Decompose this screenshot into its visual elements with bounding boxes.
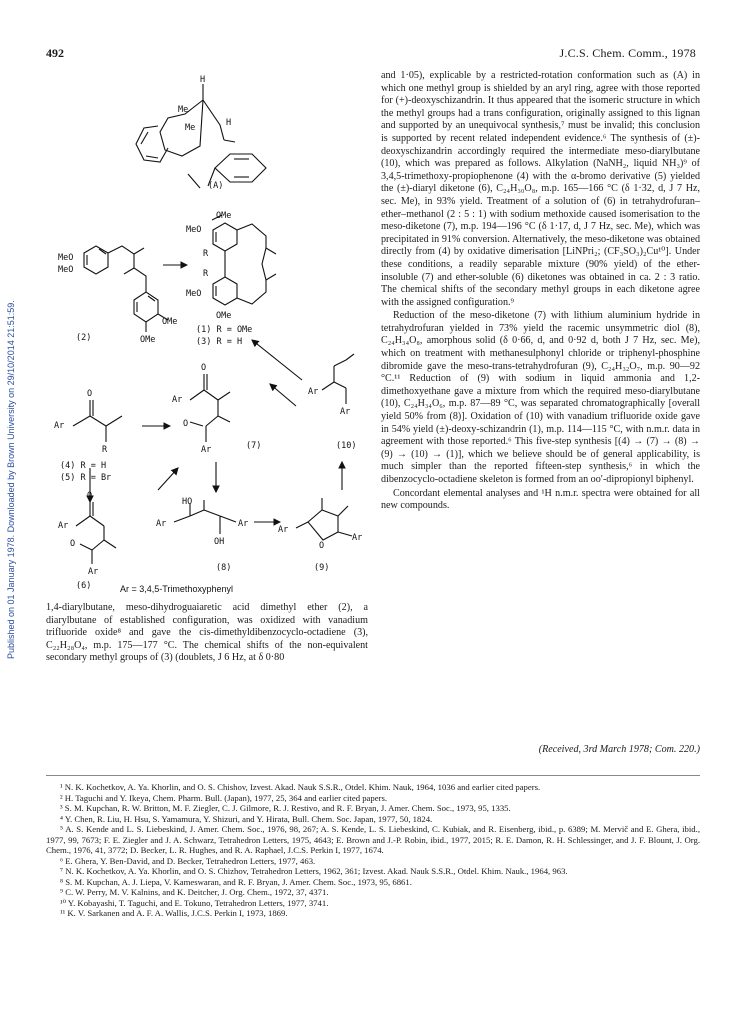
- footnote-4: ⁴ Y. Chen, R. Liu, H. Hsu, S. Yamamura, Y. Shizuri, and Y. Hirata, Bull. Chem. Soc. Japan, 1977, 50, 1824.: [60, 813, 433, 824]
- footnote-7: ⁷ N. K. Kochetkov, A. Ya. Khorlin, and O. S. Chizhov, Tetrahedron Letters, 1962, 361; Izvest. Akad. Nauk S.S.R., Otdel. Khim. Nauk., 1964, 963.: [60, 866, 568, 876]
- footnote-8: ⁸ S. M. Kupchan, A. J. Liepa, V. Kameswaran, and R. F. Bryan, J. Amer. Chem. Soc., 1973, 95, 6861.: [60, 876, 412, 887]
- label-A: (A): [208, 181, 224, 191]
- footnotes: [46, 782, 700, 919]
- label-R-2: R: [203, 269, 209, 279]
- structure-4-5: [73, 400, 122, 442]
- reaction-scheme: [40, 70, 370, 600]
- label-OMe-2: OMe: [140, 335, 156, 345]
- label-Ar-10a: Ar: [308, 387, 319, 397]
- label-HO-8: HO: [182, 497, 193, 507]
- label-8: (8): [216, 563, 232, 573]
- structure-6: [76, 502, 116, 564]
- structure-A: [136, 84, 266, 188]
- reaction-scheme-figure: [40, 70, 370, 600]
- label-O-6a: O: [87, 491, 93, 501]
- label-OMe-1: OMe: [162, 317, 178, 327]
- label-R-4: R: [102, 445, 108, 455]
- label-1: (1) R = OMe: [196, 325, 253, 335]
- footnote-6: ⁶ E. Ghera, Y. Ben-David, and D. Becker, Tetrahedron Letters, 1977, 463.: [60, 855, 316, 866]
- label-Ar-7a: Ar: [172, 395, 183, 405]
- right-paragraph-3: Concordant elemental analyses and ¹H n.m.r. spectra were obtained for all new compounds.: [381, 487, 700, 512]
- footnote-11: ¹¹ K. V. Sarkanen and A. F. A. Wallis, J.C.S. Perkin I, 1973, 1869.: [60, 908, 288, 918]
- label-R-1: R: [203, 249, 209, 259]
- label-H-top: H: [200, 75, 206, 85]
- label-2: (2): [76, 333, 92, 343]
- label-O-7b: O: [183, 419, 189, 429]
- left-paragraph-1: 1,4-diarylbutane, meso-dihydroguaiaretic acid dimethyl ether (2), a diarylbutane of established configuration, was oxidized with vanadium trifluoride oxide⁸ and gave the cis-dimethyldibenzocyclo-octadiene (3), C₂₂H₂₈O₄, m.p. 175—177 °C. The chemical shifts of the non-equivalent secondary methyl groups of (3) (doublets, J 6 Hz, at δ 0·80: [46, 602, 368, 664]
- footnote-3: ³ S. M. Kupchan, R. W. Britton, M. F. Ziegler, C. J. Gilmore, R. J. Restivo, and R. F. Bryan, J. Amer. Chem. Soc., 1973, 95, 1335.: [60, 803, 511, 813]
- label-H-2: H: [226, 118, 232, 128]
- label-Ar-4: Ar: [54, 421, 65, 431]
- footnote-1: ¹ N. K. Kochetkov, A. Ya. Khorlin, and O. S. Chishov, Izvest. Akad. Nauk S.S.R., Otdel. Khim. Nauk, 1964, 1036 and earlier cited papers.: [60, 782, 541, 792]
- label-O-4: O: [87, 389, 93, 399]
- label-Me-2: Me: [185, 123, 196, 133]
- label-7: (7): [246, 441, 262, 451]
- label-Ar-9a: Ar: [278, 525, 289, 535]
- label-MeO-1: MeO: [58, 253, 74, 263]
- aryl-definition: Ar = 3,4,5-Trimethoxyphenyl: [120, 584, 233, 594]
- label-Ar-8b: Ar: [238, 519, 249, 529]
- right-column-text: [381, 70, 700, 513]
- label-Ar-7b: Ar: [201, 445, 212, 455]
- footnote-2: ² H. Taguchi and Y. Ikeya, Chem. Pharm. Bull. (Japan), 1977, 25, 364 and earlier cited papers.: [60, 792, 388, 803]
- right-paragraph-2: Reduction of the meso-diketone (7) with lithium aluminium hydride in tetrahydrofuran yielded in 73% yield the racemic unsymmetric diol (8), C₂₄H₃₄O₈, amorphous solid (δ 0·66, d, and 0·92 d, both J 7 Hz, sec. Me), which on treatment with methanesulphonyl chloride or triphenyl-phosphine dibromide gave the meso-trans-tetrahydrofuran (9), C₂₄H₃₂O₇, m.p. 90—92 °C.¹¹ Reduction of (9) with sodium in liquid ammonia and 1,2-dimethoxyethane gave a mixture from which the required meso-diarylbutane (10), C₂₄H₃₄O₆, m.p. 87—89 °C, was separated chromatographically [overall yield 50% from (8)]. Oxidation of (10) with vanadium trifluoride oxide gave in 54% yield (±)-deoxy-schizandrin (1), m.p. 114—115 °C, with n.m.r. data in agreement with those reported.⁶ This five-step synthesis [(4) → (7) → (8) → (9) → (10) → (1)], which we believe should be of general applicability, is much simpler than the reported fifteen-step synthesis,⁶ in which the dibenzocyclo-octadiene skeleton is formed from an oo′-dipropionyl biphenyl.: [381, 310, 700, 485]
- label-Ar-8a: Ar: [156, 519, 167, 529]
- structure-9: [296, 498, 352, 540]
- label-Ar-6b: Ar: [88, 567, 99, 577]
- label-OH-8: OH: [214, 537, 225, 547]
- label-4: (4) R = H: [60, 461, 107, 471]
- structure-7: [190, 374, 230, 442]
- structure-10: [322, 354, 354, 404]
- label-OMe-4: OMe: [216, 311, 232, 321]
- label-Ar-10b: Ar: [340, 407, 351, 417]
- structure-2: [84, 246, 168, 332]
- label-5: (5) R = Br: [60, 473, 112, 483]
- label-10: (10): [336, 441, 357, 451]
- label-O-6b: O: [70, 539, 76, 549]
- footnote-10: ¹⁰ Y. Kobayashi, T. Taguchi, and E. Tokuno, Tetrahedron Letters, 1977, 3741.: [60, 897, 329, 908]
- left-column-text: [46, 602, 368, 665]
- label-3: (3) R = H: [196, 337, 243, 347]
- label-O-7a: O: [201, 363, 207, 373]
- label-Me-1: Me: [178, 105, 189, 115]
- label-Ar-9b: Ar: [352, 533, 363, 543]
- page-number: 492: [46, 46, 64, 60]
- label-9: (9): [314, 563, 330, 573]
- right-paragraph-1: and 1·05), explicable by a restricted-rotation conformation such as (A) in which one methyl group is shielded by an aryl ring, agree with those reported for (+)-deoxyschizandrin. It thus appeared that the isomeric structure in which the methyl groups had a trans configuration, originally assigned to this lignan and supported by an unequivocal synthesis,⁷ must be invalid; this conclusion is supported by recent related independent evidence.⁶ The synthesis of (±)-deoxyschizandrin accordingly required the intermediate meso-diarylbutane (10), which was prepared as follows. Alkylation (NaNH₂, liquid NH₃)⁹ of 3,4,5-trimethoxy-propiophenone (4) with the α-bromo derivative (5) yielded the (±)-diaryl diketone (6), C₂₄H₃₀O₈, m.p. 165—166 °C (δ 1·32, d, J 7 Hz, sec. Me), in 93% yield. Treatment of a solution of (6) in tetrahydrofuran–ether–methanol (2 : 5 : 1) with sodium methoxide caused isomerisation to the meso-diketone (7), m.p. 194—196 °C (δ 1·17, d, J 7 Hz, sec. Me), which was precipitated in 91% conversion. Alternatively, the meso-diketone was obtained directly from (4) by oxidative dimerisation [LiNPri₂; (CF₃SO₃)₂Cu¹⁰]. Under these conditions, a readily separable mixture (90% yield) of the ether-insoluble (7) and ether-soluble (6) diketones was obtained in ca. 2 : 3 ratio. The chemical shifts of the secondary methyl groups in each diketone agree with the assigned configuration.⁹: [381, 70, 700, 308]
- label-MeO-3: MeO: [186, 225, 202, 235]
- footnote-9: ⁹ C. W. Perry, M. V. Kalnins, and K. Deitcher, J. Org. Chem., 1972, 37, 4371.: [60, 887, 329, 897]
- label-OMe-3: OMe: [216, 211, 232, 221]
- structure-1-3: [212, 215, 276, 305]
- label-6: (6): [76, 581, 92, 591]
- journal-header: J.C.S. Chem. Comm., 1978: [559, 46, 696, 60]
- footnote-divider: [46, 775, 700, 776]
- download-provenance-note: Published on 01 January 1978. Downloaded by Brown University on 29/10/2014 21:51:59.: [6, 300, 16, 660]
- label-O-9: O: [319, 541, 325, 551]
- label-MeO-2: MeO: [58, 265, 74, 275]
- label-Ar-6a: Ar: [58, 521, 69, 531]
- label-MeO-4: MeO: [186, 289, 202, 299]
- received-date: (Received, 3rd March 1978; Com. 220.): [538, 744, 700, 755]
- footnote-5: ⁵ A. S. Kende and L. S. Liebeskind, J. Amer. Chem. Soc., 1976, 98, 267; A. S. Kende, L. S. Liebeskind, C. Kubiak, and R. Eisenberg, ibid., p. 6389; M. Mervič and E. Ghera, ibid., 1977, 99, 7673; F. E. Ziegler and J. A. Schwarz, Tetrahedron Letters, 1975, 4643; E. Brown and J.-P. Robin, ibid., 1977, 2015; R. E. Damon, R. H. Schlessinger, and J. F. Blount, J. Org. Chem., 1976, 41, 3772; D. Becker, L. R. Hughes, and R. A. Raphael, J.C.S. Perkin I, 1977, 1674.: [46, 824, 700, 855]
